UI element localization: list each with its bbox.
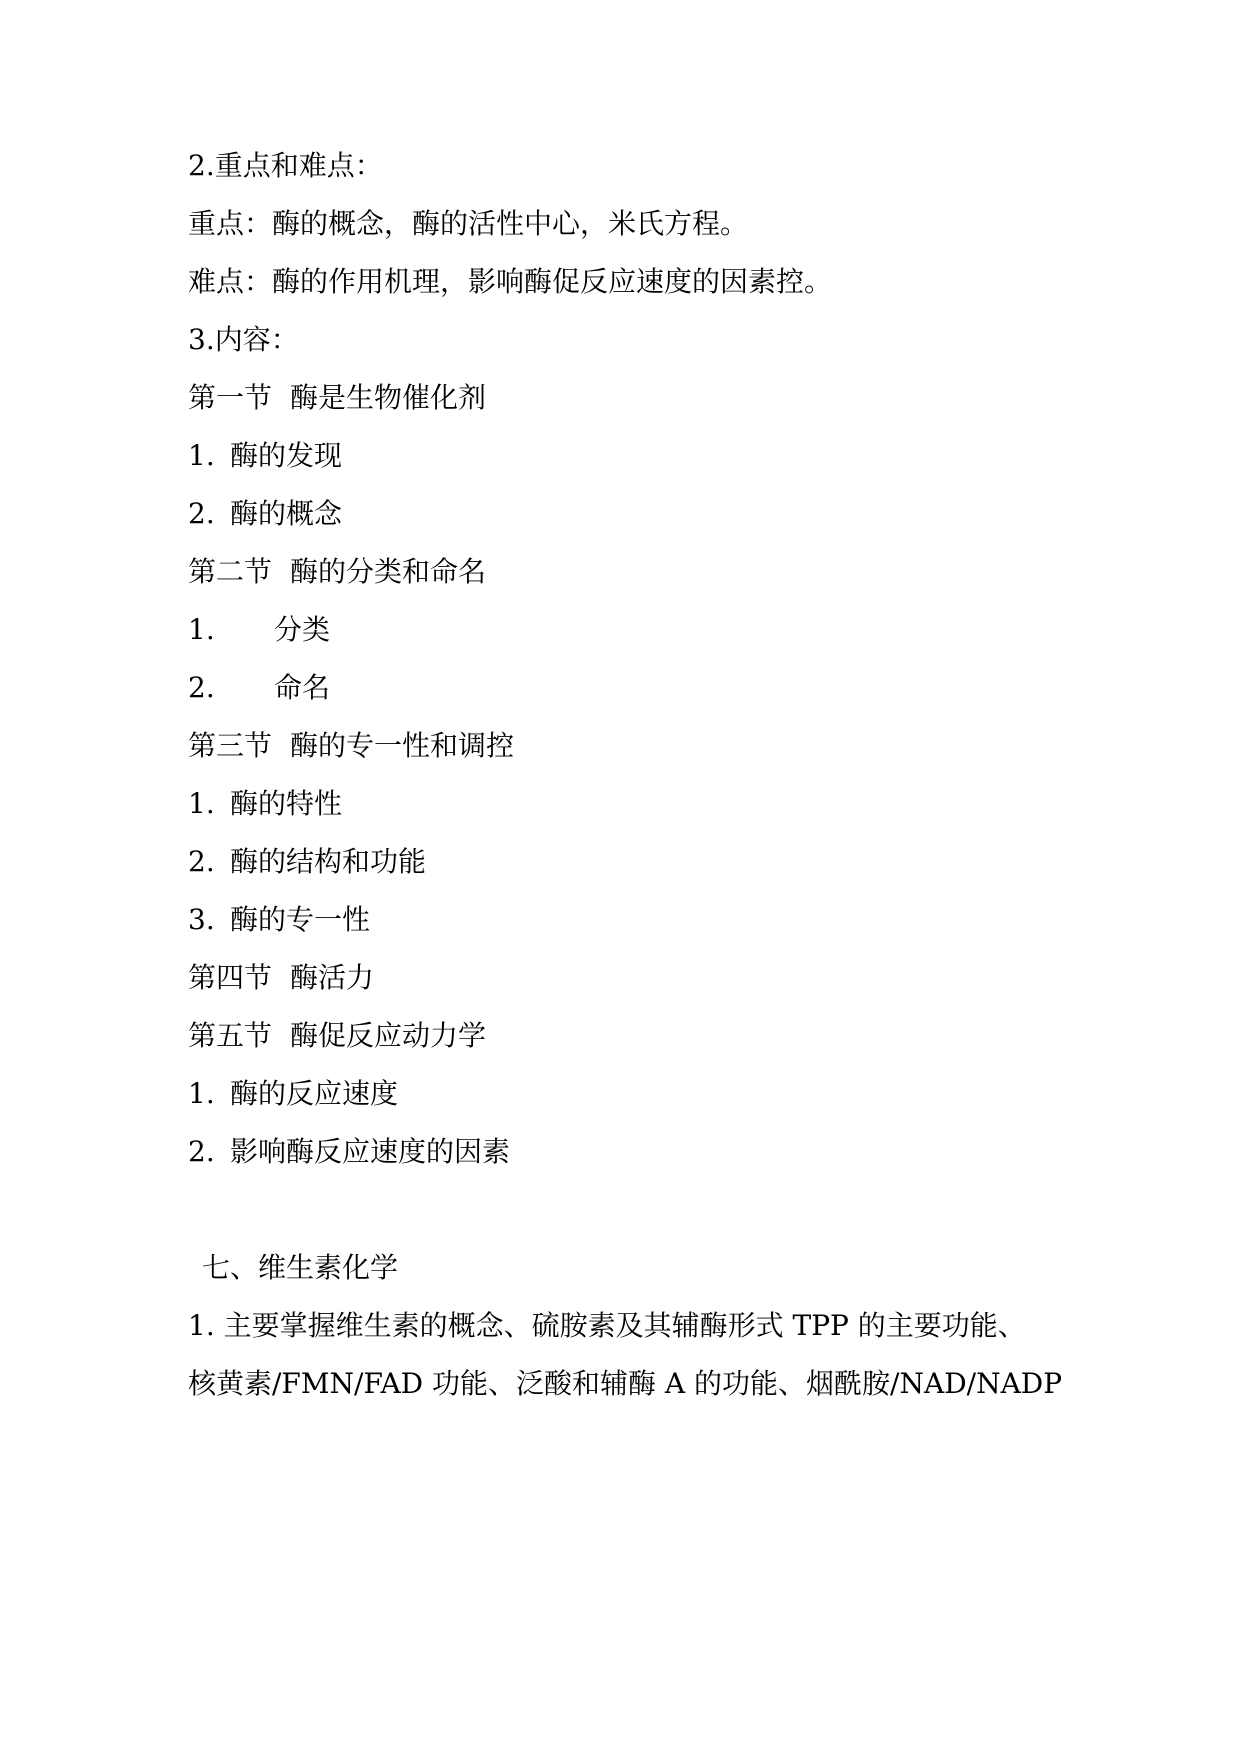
list-item	[188, 496, 342, 532]
list-item-number: 2.	[188, 497, 215, 530]
list-item-number: 3.	[188, 903, 215, 936]
list-item-number: 1.	[188, 787, 215, 820]
list-item-text: 酶的特性	[230, 787, 343, 820]
list-item-number: 1.	[188, 1077, 215, 1110]
heading-key-and-difficult-points: 2.重点和难点：	[188, 149, 383, 182]
section-heading-4	[188, 960, 374, 996]
list-item-number: 2.	[188, 1135, 215, 1168]
section-heading-1	[188, 380, 486, 416]
key-points-line: 重点：酶的概念，酶的活性中心，米氏方程。	[188, 207, 749, 240]
list-item	[188, 786, 342, 822]
section-number: 第三节	[188, 729, 273, 762]
list-item	[188, 612, 330, 648]
list-item	[188, 670, 330, 706]
heading-contents: 3.内容：	[188, 323, 299, 356]
section-number: 第四节	[188, 961, 273, 994]
chapter-heading: 七、维生素化学	[202, 1251, 399, 1284]
section-heading-2	[188, 554, 486, 590]
list-item-text: 酶的发现	[230, 439, 343, 472]
list-item-number: 1.	[188, 439, 215, 472]
list-item	[188, 844, 426, 880]
section-heading-3	[188, 728, 514, 764]
list-item-text: 酶的反应速度	[230, 1077, 399, 1110]
list-item-text: 酶的结构和功能	[230, 845, 427, 878]
section-title: 酶的专一性和调控	[290, 729, 515, 762]
list-item	[188, 1076, 398, 1112]
section-title: 酶活力	[290, 961, 375, 994]
section-title: 酶促反应动力学	[290, 1019, 487, 1052]
section-number: 第五节	[188, 1019, 273, 1052]
section-title: 酶是生物催化剂	[290, 381, 487, 414]
list-item	[188, 902, 370, 938]
section-title: 酶的分类和命名	[290, 555, 487, 588]
list-item-text: 分类	[274, 613, 331, 646]
list-item-number: 2.	[188, 845, 215, 878]
section-number: 第一节	[188, 381, 273, 414]
chapter-paragraph-line-2: 核黄素/FMN/FAD 功能、泛酸和辅酶 A 的功能、烟酰胺/NAD/NADP	[188, 1367, 1063, 1400]
list-item	[188, 438, 342, 474]
list-item	[188, 1134, 510, 1170]
list-item-text: 命名	[274, 671, 331, 704]
chapter-paragraph-line-1: 1. 主要掌握维生素的概念、硫胺素及其辅酶形式 TPP 的主要功能、	[188, 1309, 1026, 1342]
list-item-number: 2.	[188, 671, 215, 704]
list-item-text: 酶的概念	[230, 497, 343, 530]
list-item-text: 酶的专一性	[230, 903, 371, 936]
list-item-number: 1.	[188, 613, 215, 646]
list-item-text: 影响酶反应速度的因素	[230, 1135, 511, 1168]
section-number: 第二节	[188, 555, 273, 588]
section-heading-5	[188, 1018, 486, 1054]
difficult-points-line: 难点：酶的作用机理，影响酶促反应速度的因素控。	[188, 265, 833, 298]
